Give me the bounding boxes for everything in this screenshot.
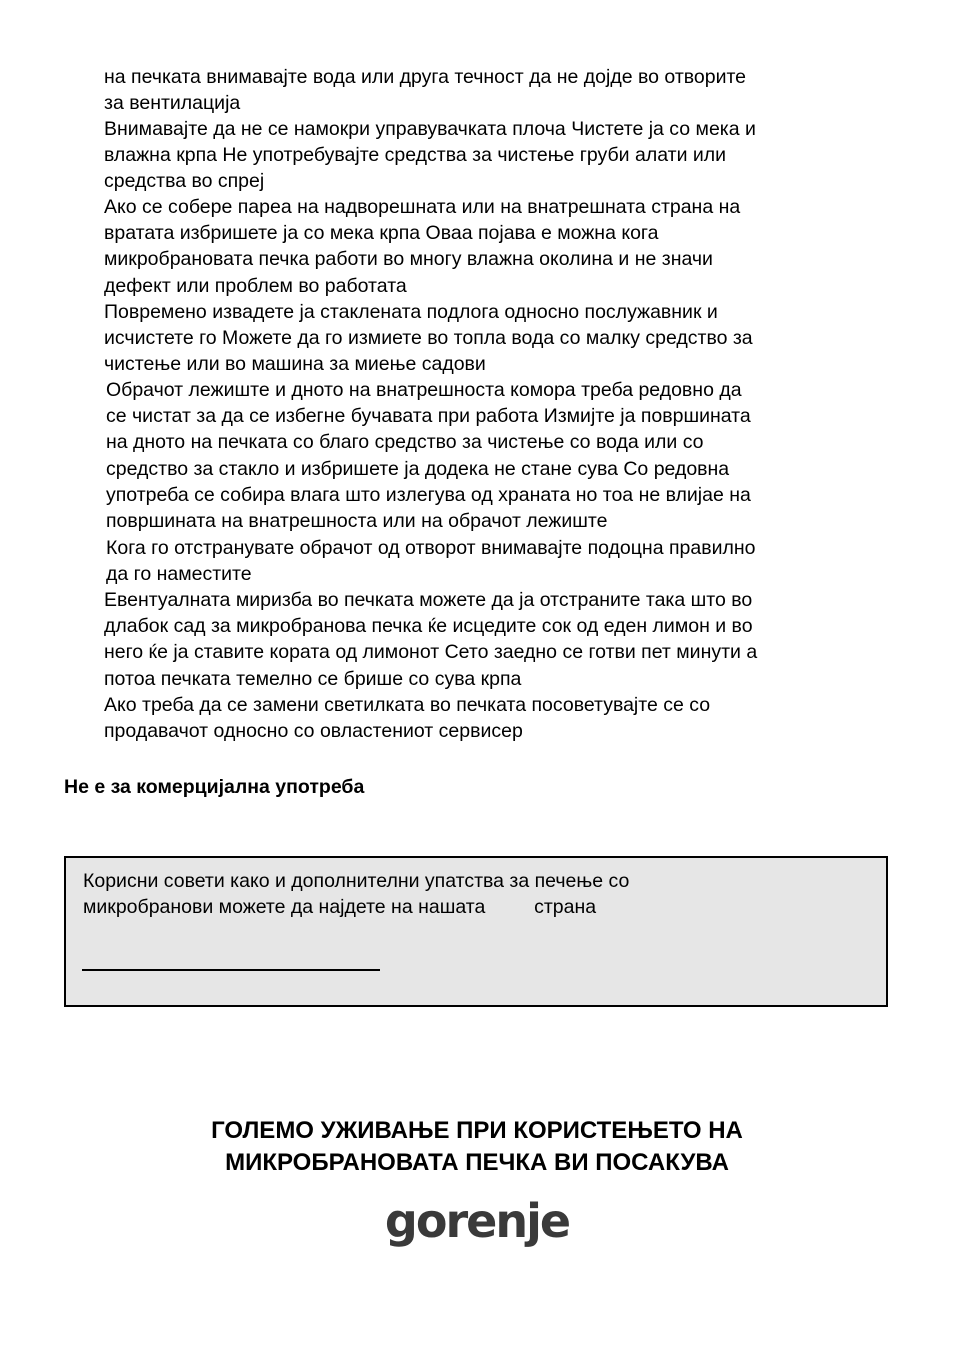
gorenje-logo: gorenje [384, 1194, 570, 1248]
text-line: чистење или во машина за миење садови [104, 353, 486, 376]
paragraph-lamp [104, 692, 904, 744]
paragraph-odor [104, 587, 904, 692]
text-line: вратата избришете ја со мека крпа Оваа појава е можна кога [104, 222, 659, 245]
text-line: потоа печката темелно се брише со сува крпа [104, 667, 522, 690]
closing-line: ГОЛЕМО УЖИВАЊЕ ПРИ КОРИСТЕЊЕТО НА [211, 1117, 743, 1144]
closing-line: МИКРОБРАНОВАТА ПЕЧКА ВИ ПОСАКУВА [225, 1149, 729, 1176]
text-line: Внимавајте да не се намокри управувачката плоча Чистете ја со мека и [104, 118, 756, 140]
text-line: Повремено извадете ја стаклената подлога односно послужавник и [104, 301, 718, 323]
paragraph-control-panel [104, 116, 904, 195]
text-line: средство за стакло и избришете ја додека не стане сува Со редовна [106, 457, 730, 480]
paragraph-ring-removal [106, 535, 906, 587]
text-line: продавачот односно со овластениот сервисер [104, 720, 523, 743]
text-line: микробрановата печка работи во многу влажна околина и не значи [104, 248, 713, 271]
text-line: микробранови можете да најдете на нашата страна [83, 896, 597, 918]
paragraph-roller-ring [106, 377, 906, 534]
text-line: Обрачот лежиште и дното на внатрешноста комора треба редовно да [106, 379, 742, 401]
text-line: влажна крпа Не употребувајте средства за чистење груби алати или [104, 144, 727, 167]
commercial-use-note: Не е за комерцијална употреба [64, 776, 365, 798]
text-line: површината на внатрешноста или на обрачот лежиште [106, 510, 608, 533]
text-line: Ако треба да се замени светилката во печката посоветувајте се со [104, 694, 711, 716]
text-line: за вентилација [104, 92, 241, 115]
text-line: се чистат за да се избегне бучавата при работа Измијте ја површината [106, 405, 751, 428]
text-line: средства во спреј [104, 170, 265, 193]
text-line: него ќе ја ставите кората од лимонот Сето заедно се готви пет минути а [104, 641, 758, 664]
text-line: исчистете го Можете да го измиете во топла вода со малку средство за [104, 327, 753, 350]
text-line: на дното на печката со благо средство за чистење со вода или со [106, 431, 704, 454]
info-box-text [83, 868, 629, 920]
text-line: Ако се собере пареа на надворешната или на внатрешната страна на [104, 196, 741, 218]
paragraph-ventilation [104, 64, 904, 116]
closing-message [0, 1115, 954, 1179]
text-line: да го наместите [106, 563, 252, 586]
text-line: Корисни совети како и дополнителни упатства за печење со [83, 870, 630, 892]
text-line: Кога го отстранувате обрачот од отворот внимавајте подоцна правилно [106, 537, 756, 559]
info-box [64, 856, 888, 1007]
paragraph-glass-tray [104, 299, 904, 378]
text-line: на печката внимавајте вода или друга течност да не дојде во отворите [104, 66, 747, 88]
text-line: Евентуалната миризба во печката можете да ја отстраните така што во [104, 589, 753, 611]
text-line: употреба се собира влага што излегува од храната но тоа не влијае на [106, 483, 751, 506]
paragraph-steam [104, 194, 904, 299]
text-line: дефект или проблем во работата [104, 274, 407, 297]
blank-underline [82, 969, 380, 971]
text-line: длабок сад за микробранова печка ќе исцедите сок од еден лимон и во [104, 615, 753, 638]
